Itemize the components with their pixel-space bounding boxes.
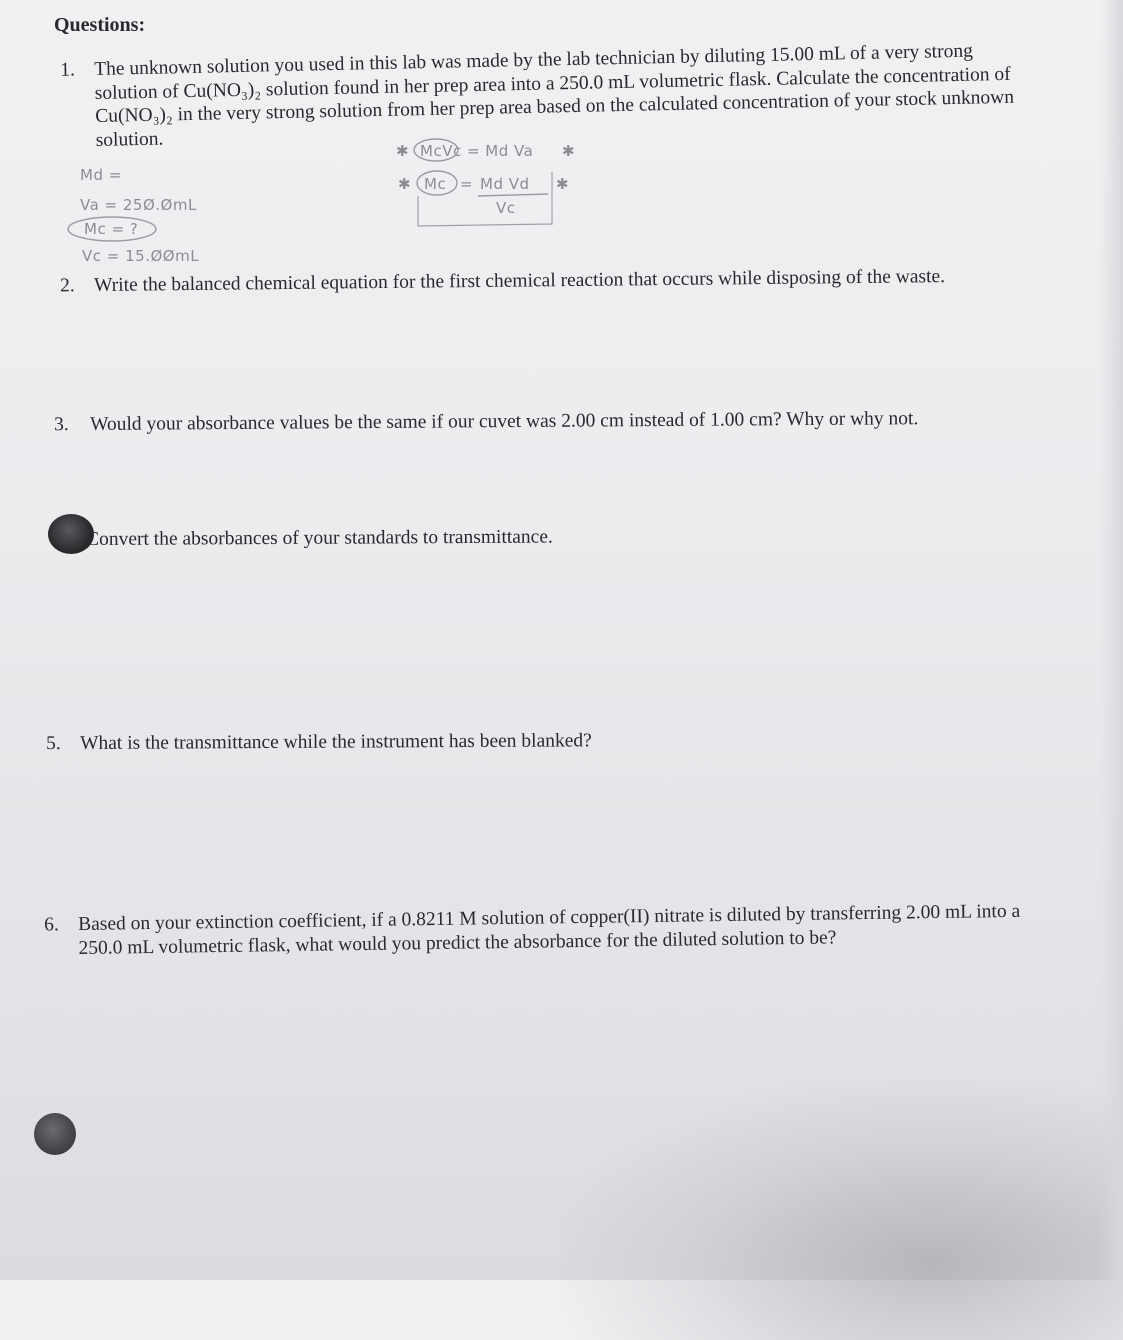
handwritten-vc: Vc = 15.ØØmL [82,247,200,265]
question-text: Would your absorbance values be the same if our cuvet was 2.00 cm instead of 1.00 cm? Why or why not. [90,408,919,435]
question-number: 5. [46,733,61,755]
question-text: Convert the absorbances of your standards to transmittance. [86,526,553,550]
question-number: 6. [44,914,59,936]
fraction-bar [478,194,548,196]
question-4 [52,523,1026,551]
question-text: Based on your extinction coefficient, if a 0.8211 M solution of copper(II) nitrate is diluted by transferring 2.00 mL into a 250.0 mL volumetric flask, what would you predict the absorbance for the diluted solution to be? [78,900,1021,959]
question-number: 2. [60,275,75,297]
handwritten-formula-2-equals: = [460,175,474,193]
formula-box [418,172,552,226]
question-number: 3. [54,414,69,436]
page-title: Questions: [54,14,146,36]
handwritten-star: ✱ [398,175,412,193]
handwritten-formula-2-denominator: Vc [496,199,516,217]
handwritten-mc: Mc = ? [84,220,139,238]
question-number: 1. [60,59,76,81]
handwritten-formula-2-numerator: Md Vd [480,175,530,193]
question-5 [46,727,1020,755]
handwritten-md: Md = [80,166,122,184]
handwritten-va: Va = 25Ø.ØmL [80,196,197,214]
question-text: The unknown solution you used in this lab was made by the lab technician by diluting 15.00 mL of a very strong solution of Cu(NO₃)₂ solution found in her prep area into a 250.0 mL volumetric flask. Calculate the concentration of Cu(NO₃)₂ in the very strong solution from her prep area based on the calculated concentration of your stock unknown solution. [94,40,1015,151]
handwritten-star: ✱ [396,142,410,160]
formula-1-circle [414,139,458,161]
mc-circle [68,217,156,241]
handwritten-formula-2-lhs: Mc [424,175,447,193]
question-text: Write the balanced chemical equation for the first chemical reaction that occurs while disposing of the waste. [94,266,946,296]
handwritten-star: ✱ [556,175,570,193]
handwritten-formula-1: McVc = Md Va [420,142,534,160]
question-text: What is the transmittance while the instrument has been blanked? [80,730,592,754]
question-number: 4. [52,529,67,551]
handwritten-star: ✱ [562,142,576,160]
mc-circle-2 [417,171,457,195]
